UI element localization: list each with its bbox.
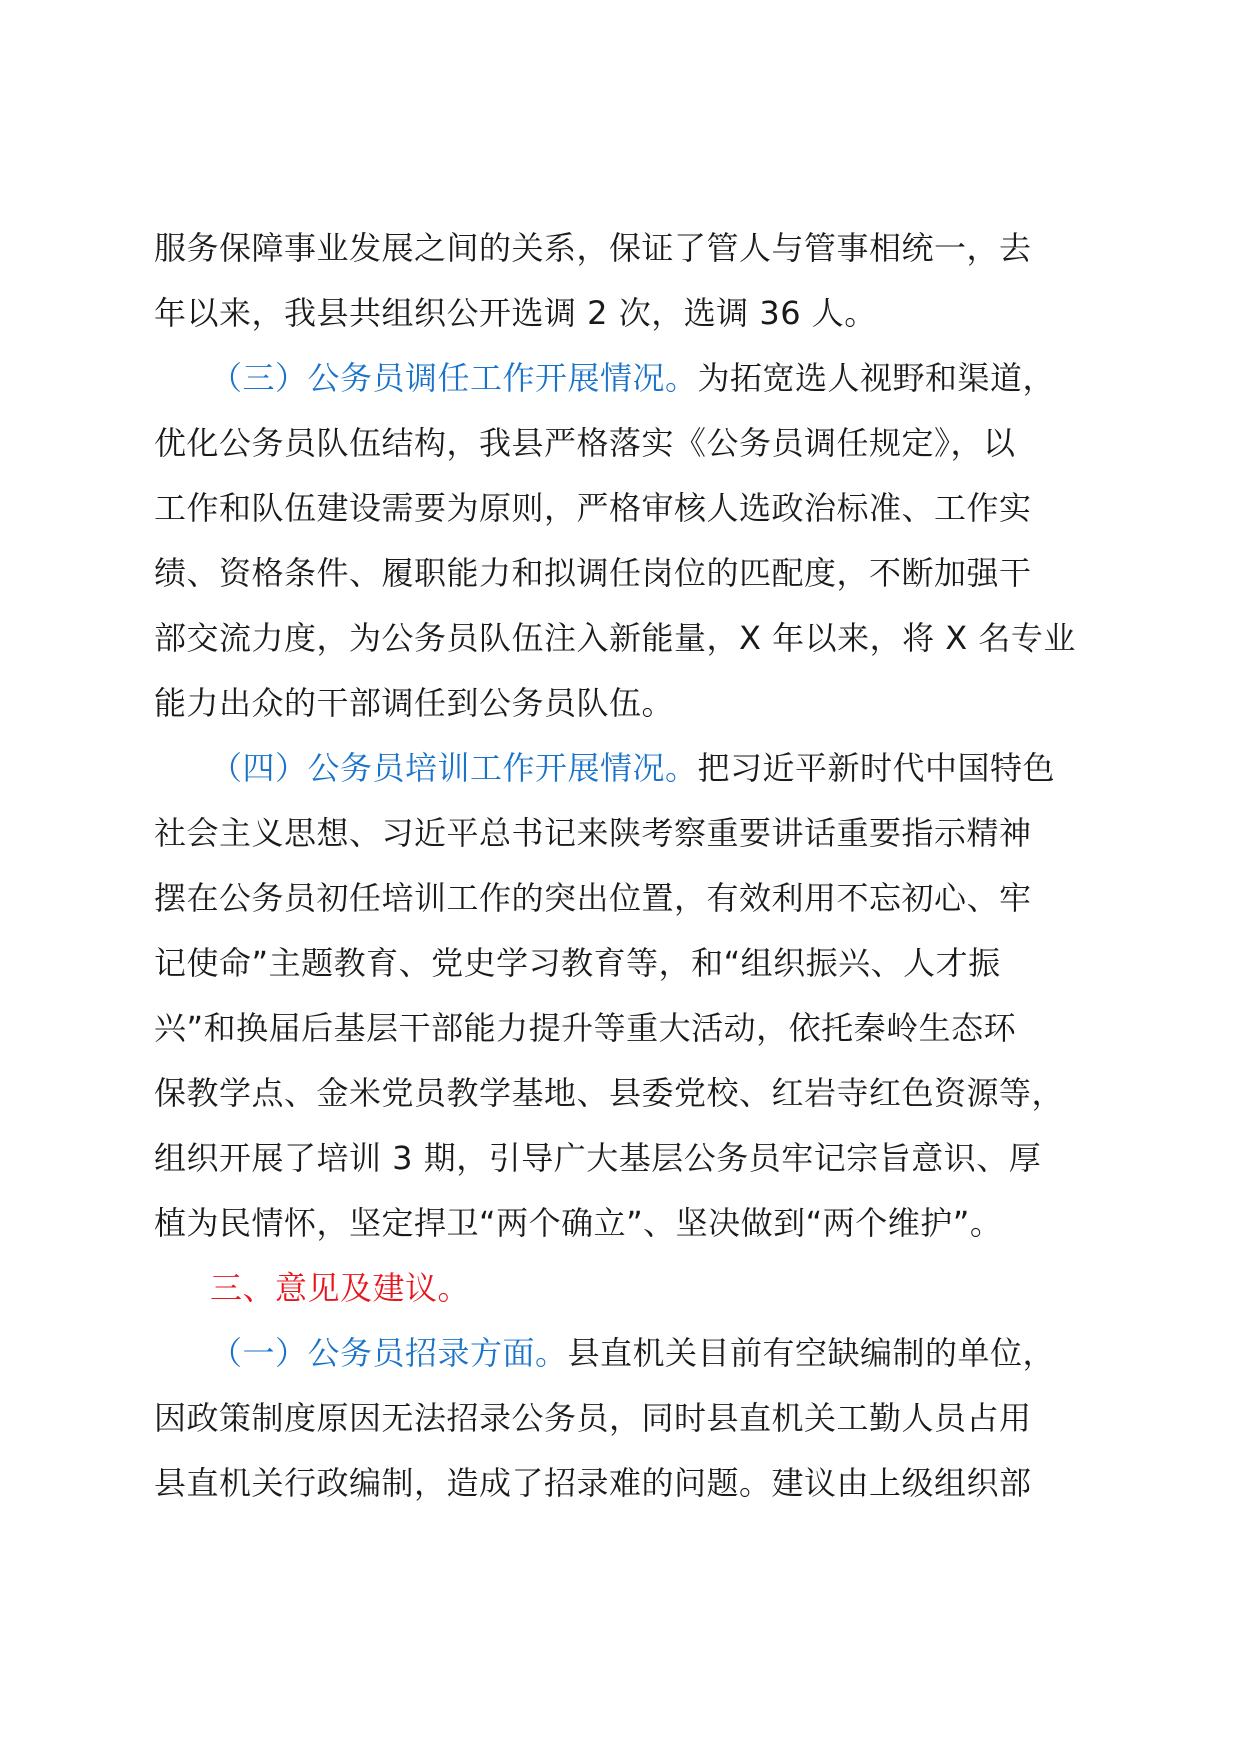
subsection-heading-transfer: （三）公务员调任工作开展情况。 — [210, 359, 698, 397]
paragraph-line: 工作和队伍建设需要为原则，严格审核人选政治标准、工作实 — [154, 489, 1032, 527]
subsection-heading-line — [154, 346, 1094, 411]
subsection-heading-line — [154, 736, 1094, 801]
document-body — [154, 216, 1094, 1516]
subsection-heading-recruitment: （一）公务员招录方面。 — [210, 1334, 568, 1372]
paragraph-line: 部交流力度，为公务员队伍注入新能量，X 年以来，将 X 名专业 — [154, 619, 1076, 657]
paragraph-line: 植为民情怀，坚定捍卫“两个确立”、坚决做到“两个维护”。 — [154, 1204, 1003, 1242]
paragraph-line: 记使命”主题教育、党史学习教育等，和“组织振兴、人才振 — [154, 944, 1001, 982]
paragraph-line: 县直机关行政编制，造成了招录难的问题。建议由上级组织部 — [154, 1464, 1032, 1502]
paragraph-line: 能力出众的干部调任到公务员队伍。 — [154, 684, 675, 722]
paragraph-text: 把习近平新时代中国特色 — [697, 749, 1056, 787]
paragraph-line: 保教学点、金米党员教学基地、县委党校、红岩寺红色资源等， — [154, 1074, 1065, 1112]
subsection-heading-line — [154, 1321, 1094, 1386]
section-heading-opinions: 三、意见及建议。 — [210, 1269, 471, 1307]
paragraph-line: 年以来，我县共组织公开选调 2 次，选调 36 人。 — [154, 294, 877, 332]
paragraph-line: 优化公务员队伍结构，我县严格落实《公务员调任规定》，以 — [154, 424, 1016, 462]
paragraph-line: 社会主义思想、习近平总书记来陕考察重要讲话重要指示精神 — [154, 814, 1032, 852]
paragraph-line: 服务保障事业发展之间的关系，保证了管人与管事相统一，去 — [154, 229, 1032, 267]
paragraph-text: 县直机关目前有空缺编制的单位， — [567, 1334, 1056, 1372]
paragraph-line: 摆在公务员初任培训工作的突出位置，有效利用不忘初心、牢 — [154, 879, 1032, 917]
paragraph-text: 为拓宽选人视野和渠道， — [697, 359, 1056, 397]
paragraph-line: 绩、资格条件、履职能力和拟调任岗位的匹配度，不断加强干 — [154, 554, 1032, 592]
subsection-heading-training: （四）公务员培训工作开展情况。 — [210, 749, 698, 787]
paragraph-line: 因政策制度原因无法招录公务员，同时县直机关工勤人员占用 — [154, 1399, 1032, 1437]
paragraph-line: 兴”和换届后基层干部能力提升等重大活动，依托秦岭生态环 — [154, 1009, 1017, 1047]
paragraph-line: 组织开展了培训 3 期，引导广大基层公务员牢记宗旨意识、厚 — [154, 1139, 1042, 1177]
